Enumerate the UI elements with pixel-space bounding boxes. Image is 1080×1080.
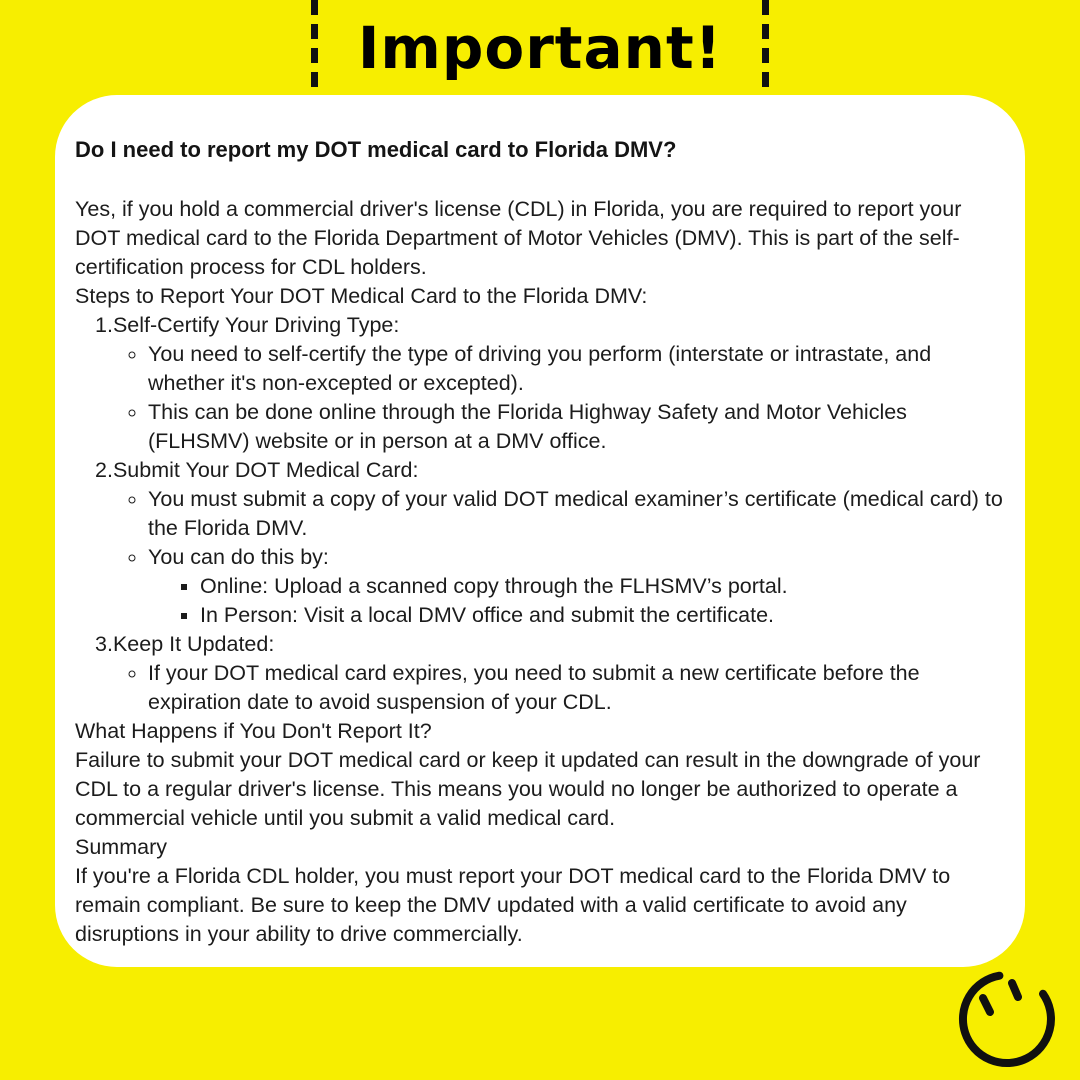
list-item [75,630,1007,717]
what-happens-body: Failure to submit your DOT medical card or keep it updated can result in the downgrade of your CDL to a regular driver's license. This means you would no longer be authorized to operate a commercial vehicle until you submit a valid medical card. [75,748,981,830]
steps-title: Steps to Report Your DOT Medical Card to the Florida DMV: [75,284,648,308]
summary-body: If you're a Florida CDL holder, you must report your DOT medical card to the Florida DMV to remain compliant. Be sure to keep the DMV updated with a valid certificate to avoid any disruptions in your ability to drive commercially. [75,864,951,946]
list-item: ◦ You need to self-certify the type of driving you perform (interstate or intrastate, and whether it's non-excepted or excepted). [148,340,1007,398]
list-item: ▪ Online: Upload a scanned copy through the FLHSMV’s portal. [200,572,1007,601]
list-item: ◦ This can be done online through the Florida Highway Safety and Motor Vehicles (FLHSMV) website or in person at a DMV office. [148,398,1007,456]
summary-title: Summary [75,835,167,859]
card-heading: Do I need to report my DOT medical card to Florida DMV? [75,137,677,162]
header [0,0,1080,96]
list-item: ◦ You must submit a copy of your valid DOT medical examiner’s certificate (medical card) to the Florida DMV. [148,485,1007,543]
sub-list [95,659,1007,717]
list-item: ▪ In Person: Visit a local DMV office and submit the certificate. [200,601,1007,630]
step-label: Submit Your DOT Medical Card: [112,458,419,482]
smiley-face-icon [930,925,1080,1080]
step-label: Keep It Updated: [112,632,275,656]
list-item: ◦ If your DOT medical card expires, you need to submit a new certificate before the expiration date to avoid suspension of your CDL. [148,659,1007,717]
step-label: Self-Certify Your Driving Type: [112,313,400,337]
content-card [55,95,1025,967]
sub-list [95,485,1007,630]
dashed-line-right [762,0,769,97]
intro-paragraph: Yes, if you hold a commercial driver's license (CDL) in Florida, you are required to report your DOT medical card to the Florida Department of Motor Vehicles (DMV). This is part of the self-certification process for CDL holders. [75,197,962,279]
sub-list [95,340,1007,456]
list-item [148,543,1007,630]
steps-list [75,311,1007,717]
page-title: Important! [357,14,723,82]
list-item-text: You can do this by: [148,545,329,569]
list-item [75,311,1007,456]
what-happens-title: What Happens if You Don't Report It? [75,719,432,743]
sub-sub-list [148,572,1007,630]
list-item [75,456,1007,630]
